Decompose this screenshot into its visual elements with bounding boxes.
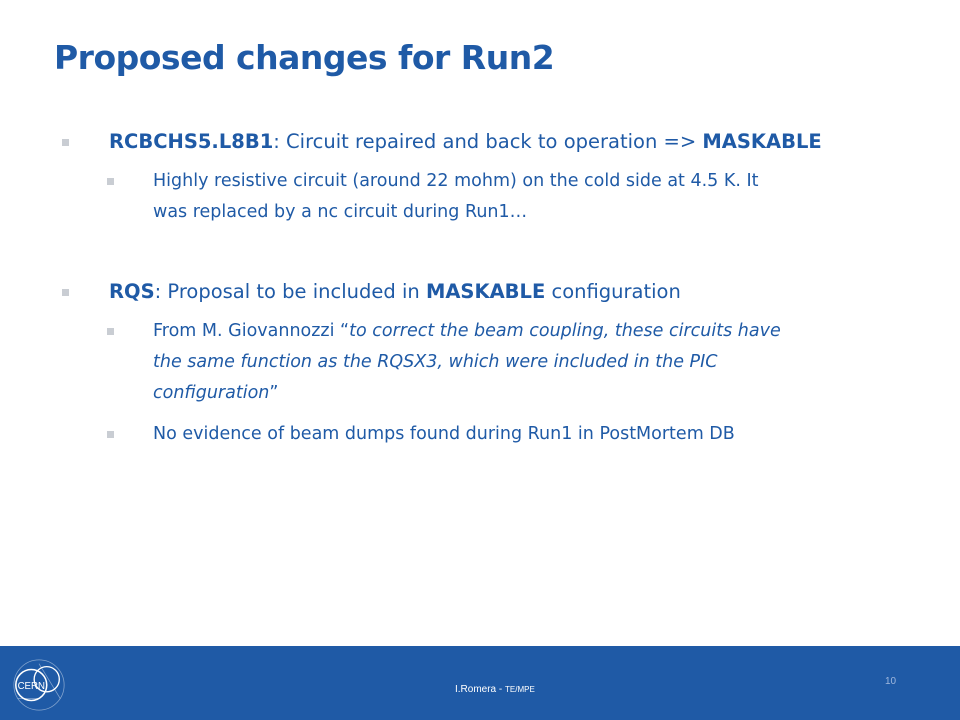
sub-bullet-marker bbox=[107, 328, 114, 335]
circuit-name: RQS bbox=[109, 280, 155, 303]
quote-attribution: From M. Giovannozzi “ bbox=[153, 321, 350, 341]
maskable-label: MASKABLE bbox=[425, 280, 546, 303]
bullet-text bbox=[109, 279, 681, 304]
quote-text: configuration bbox=[153, 383, 270, 403]
bullet-description-end: configuration bbox=[545, 280, 681, 303]
footer-bar bbox=[0, 646, 960, 720]
author-department: TE/MPE bbox=[505, 685, 535, 694]
sub-bullet-text: No evidence of beam dumps found during Run1 in PostMortem DB bbox=[153, 424, 735, 444]
sub-bullet-marker bbox=[107, 178, 114, 185]
footer-author bbox=[455, 684, 535, 695]
bullet-marker bbox=[62, 139, 69, 146]
sub-bullet-marker bbox=[107, 431, 114, 438]
cern-logo-text: CERN bbox=[17, 680, 45, 692]
bullet-description: : Circuit repaired and back to operation => bbox=[273, 130, 703, 153]
quote-line-2: the same function as the RQSX3, which were included in the PIC bbox=[153, 352, 718, 372]
slide-title: Proposed changes for Run2 bbox=[54, 38, 555, 77]
circuit-name: RCBCHS5.L8B1 bbox=[109, 130, 274, 153]
bullet-description: : Proposal to be included in bbox=[154, 280, 426, 303]
cern-logo-icon bbox=[10, 656, 68, 714]
quote-line-1 bbox=[153, 316, 781, 347]
quote-line-3 bbox=[153, 378, 278, 409]
sub-bullet-line-1: Highly resistive circuit (around 22 mohm) on the cold side at 4.5 K. It bbox=[153, 171, 759, 191]
quote-text: to correct the beam coupling, these circuits have bbox=[349, 321, 781, 341]
maskable-label: MASKABLE bbox=[702, 130, 822, 153]
bullet-marker bbox=[62, 289, 69, 296]
quote-close: ” bbox=[269, 383, 279, 403]
page-number: 10 bbox=[885, 676, 897, 687]
author-name: I.Romera - bbox=[455, 684, 506, 695]
bullet-text bbox=[109, 129, 822, 154]
sub-bullet-line-2: was replaced by a nc circuit during Run1… bbox=[153, 202, 528, 222]
